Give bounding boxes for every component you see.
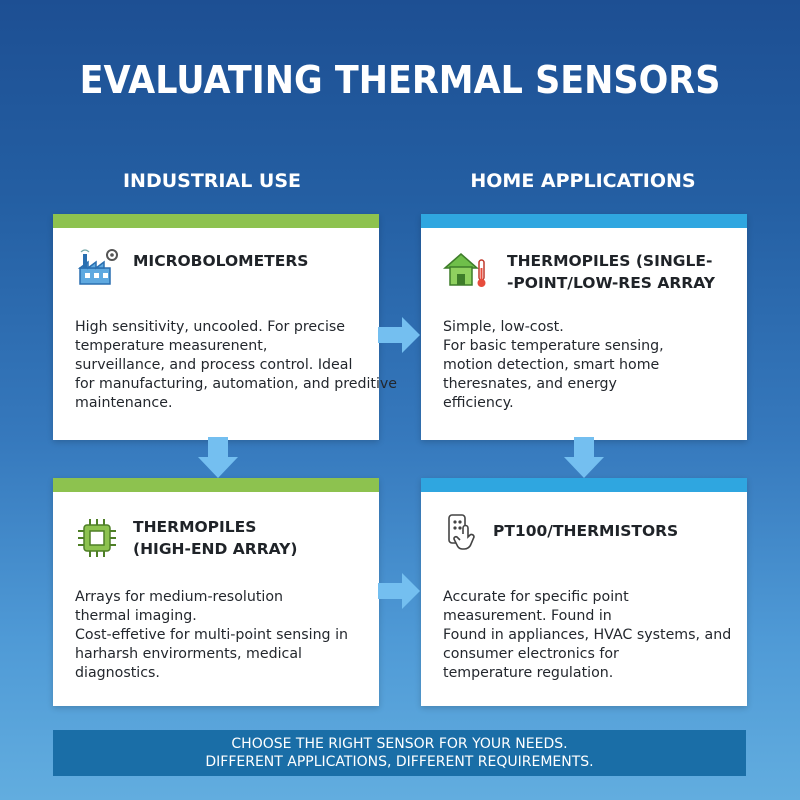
card-body-line: harharsh envirorments, medical: [75, 646, 302, 662]
card-heading: [493, 520, 727, 542]
card-heading: [133, 516, 359, 560]
card-heading-line: (HIGH-END ARRAY): [133, 540, 298, 558]
chip-icon: [75, 516, 119, 560]
arrow-right-icon: [378, 315, 422, 355]
card-accent-bar: [53, 478, 379, 492]
page-title: EVALUATING THERMAL SENSORS: [79, 58, 721, 102]
card-pt100-thermistors: [421, 478, 747, 706]
house-thermometer-icon: [443, 248, 487, 292]
card-body-line: temperature measurenent,: [75, 338, 268, 354]
card-body-line: thermal imaging.: [75, 608, 197, 624]
footer-line: CHOOSE THE RIGHT SENSOR FOR YOUR NEEDS.: [231, 736, 568, 752]
card-body-line: theresnates, and energy: [443, 376, 617, 392]
card-body-line: maintenance.: [75, 395, 173, 411]
column-heading-home: HOME APPLICATIONS: [470, 170, 696, 192]
card-body-line: Found in appliances, HVAC systems, and: [443, 627, 732, 643]
card-body-line: Accurate for specific point: [443, 589, 629, 605]
card-heading-line: PT100/THERMISTORS: [493, 522, 679, 540]
card-heading-line: -POINT/LOW-RES ARRAY: [507, 274, 715, 292]
card-body-line: Simple, low-cost.: [443, 319, 564, 335]
card-body-line: motion detection, smart home: [443, 357, 660, 373]
column-heading-industrial: INDUSTRIAL USE: [122, 170, 302, 192]
arrow-down-icon: [196, 437, 240, 479]
card-body: [443, 588, 737, 683]
card-body-line: diagnostics.: [75, 665, 160, 681]
card-body-line: Cost-effetive for multi-point sensing in: [75, 627, 349, 643]
card-body: [443, 318, 737, 413]
card-body-line: for manufacturing, automation, and preditive: [75, 376, 398, 392]
arrow-right-icon: [378, 571, 422, 611]
card-body-line: surveillance, and process control. Ideal: [75, 357, 353, 373]
card-body: [75, 588, 369, 683]
card-accent-bar: [421, 478, 747, 492]
card-thermopiles-high-end: [53, 478, 379, 706]
factory-gear-icon: [75, 246, 119, 290]
card-body: [75, 318, 398, 413]
card-accent-bar: [421, 214, 747, 228]
card-heading-line: THERMOPILES (SINGLE-: [507, 252, 713, 270]
card-heading: [133, 250, 359, 272]
card-microbolometers: [53, 214, 398, 440]
footer-banner: [53, 730, 746, 776]
card-thermopiles-single: [421, 214, 747, 440]
card-body-line: consumer electronics for: [443, 646, 619, 662]
card-body-line: temperature regulation.: [443, 665, 614, 681]
card-heading: [507, 250, 727, 294]
footer-line: DIFFERENT APPLICATIONS, DIFFERENT REQUIREMENTS.: [205, 754, 594, 770]
card-body-line: Arrays for medium-resolution: [75, 589, 283, 605]
touch-remote-icon: [443, 512, 487, 556]
card-accent-bar: [53, 214, 379, 228]
card-body-line: High sensitivity, uncooled. For precise: [75, 319, 346, 335]
card-body-line: measurement. Found in: [443, 608, 612, 624]
card-body-line: efficiency.: [443, 395, 514, 411]
card-heading-line: MICROBOLOMETERS: [133, 252, 309, 270]
card-body-line: For basic temperature sensing,: [443, 338, 664, 354]
card-heading-line: THERMOPILES: [133, 518, 257, 536]
arrow-down-icon: [562, 437, 606, 479]
